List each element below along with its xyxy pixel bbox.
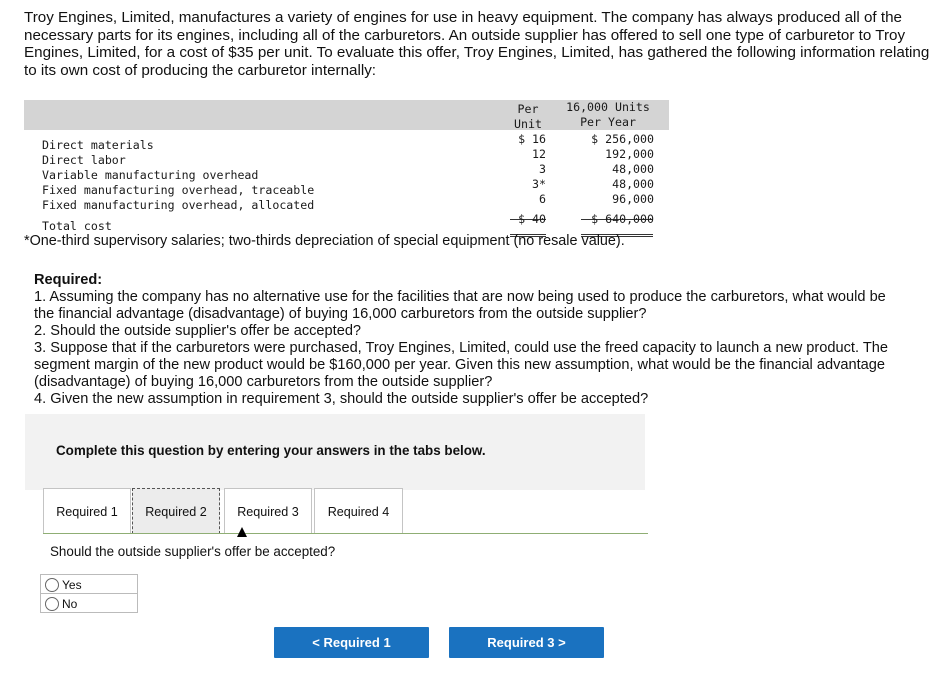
requirement-line: the financial advantage (disadvantage) of buying 16,000 carburetors from the outside supplier? (34, 306, 647, 322)
row-unit-cost: $ 16 (518, 132, 546, 146)
requirement-line: 2. Should the outside supplier's offer be accepted? (34, 323, 362, 339)
intro-line: to its own cost of producing the carburetor internally: (24, 61, 377, 79)
requirement-line: (disadvantage) of buying 16,000 carburetors from the outside supplier? (34, 374, 493, 390)
intro-line: necessary parts for its engines, including all of the carburetors. An outside supplier has offered to sell one type of carburetor to Troy (24, 26, 906, 44)
option-no-label: No (62, 597, 78, 611)
header-per-unit (508, 102, 548, 132)
tab-required-2[interactable]: Required 2 (132, 488, 220, 534)
tab-required-4[interactable]: Required 4 (314, 488, 403, 534)
mouse-cursor-icon (237, 527, 247, 537)
row-label: Variable manufacturing overhead (42, 168, 259, 182)
header-per-year (558, 100, 658, 130)
requirements-title: Required: (34, 272, 103, 288)
row-label: Fixed manufacturing overhead, traceable (42, 183, 315, 197)
row-label: Direct materials (42, 138, 154, 152)
instruction-box (25, 414, 645, 490)
tab-required-1[interactable]: Required 1 (43, 488, 131, 534)
requirement-line: 4. Given the new assumption in requirement 3, should the outside supplier's offer be accepted? (34, 391, 649, 407)
requirement-line: 1. Assuming the company has no alternative use for the facilities that are now being used to produce the carburetors, what would be (34, 289, 886, 305)
answer-options (40, 575, 138, 613)
requirement-line: 3. Suppose that if the carburetors were purchased, Troy Engines, Limited, could use the freed capacity to launch a new product. The (34, 340, 888, 356)
requirements (34, 272, 888, 408)
tab-required-3[interactable]: Required 3 (224, 488, 312, 534)
row-label: Direct labor (42, 153, 126, 167)
row-annual-cost: $ 256,000 (591, 132, 654, 146)
total-label: Total cost (42, 219, 112, 233)
row-unit-cost: 12 (532, 147, 546, 161)
prev-required-button[interactable]: < Required 1 (274, 627, 429, 658)
header-per-unit-line2: Unit (514, 117, 542, 131)
row-annual-cost: 96,000 (612, 192, 654, 206)
row-label: Fixed manufacturing overhead, allocated (42, 198, 315, 212)
total-unit-cost: $ 40 (518, 212, 546, 226)
header-per-year-line2: Per Year (580, 115, 636, 129)
table-footnote: *One-third supervisory salaries; two-thirds depreciation of special equipment (no resale value). (24, 233, 625, 249)
row-unit-cost: 3 (539, 162, 546, 176)
row-annual-cost: 48,000 (612, 162, 654, 176)
intro-line: Engines, Limited, for a cost of $35 per unit. To evaluate this offer, Troy Engines, Limited, has gathered the following information relating (24, 44, 929, 61)
total-annual-cost: $ 640,000 (591, 212, 654, 226)
requirement-line: segment margin of the new product would be $160,000 per year. Given this new assumption, what would be the financial advantage (34, 357, 886, 373)
intro-line: Troy Engines, Limited, manufactures a variety of engines for use in heavy equipment. The company has always produced all of the (24, 9, 902, 26)
question-text: Should the outside supplier's offer be accepted? (50, 544, 336, 559)
row-unit-cost: 6 (539, 192, 546, 206)
header-per-year-line1: 16,000 Units (566, 100, 650, 114)
problem-intro (24, 9, 929, 79)
option-yes[interactable] (40, 574, 138, 594)
header-per-unit-line1: Per (517, 102, 539, 116)
instruction-text: Complete this question by entering your answers in the tabs below. (56, 443, 486, 458)
radio-no-icon[interactable] (45, 597, 59, 611)
row-unit-cost: 3* (532, 177, 546, 191)
tab-divider (43, 533, 648, 534)
next-required-button[interactable]: Required 3 > (449, 627, 604, 658)
option-no[interactable] (40, 593, 138, 613)
radio-yes-icon[interactable] (45, 578, 59, 592)
option-yes-label: Yes (62, 578, 82, 592)
cost-table (24, 100, 669, 232)
row-annual-cost: 48,000 (612, 177, 654, 191)
row-annual-cost: 192,000 (605, 147, 654, 161)
